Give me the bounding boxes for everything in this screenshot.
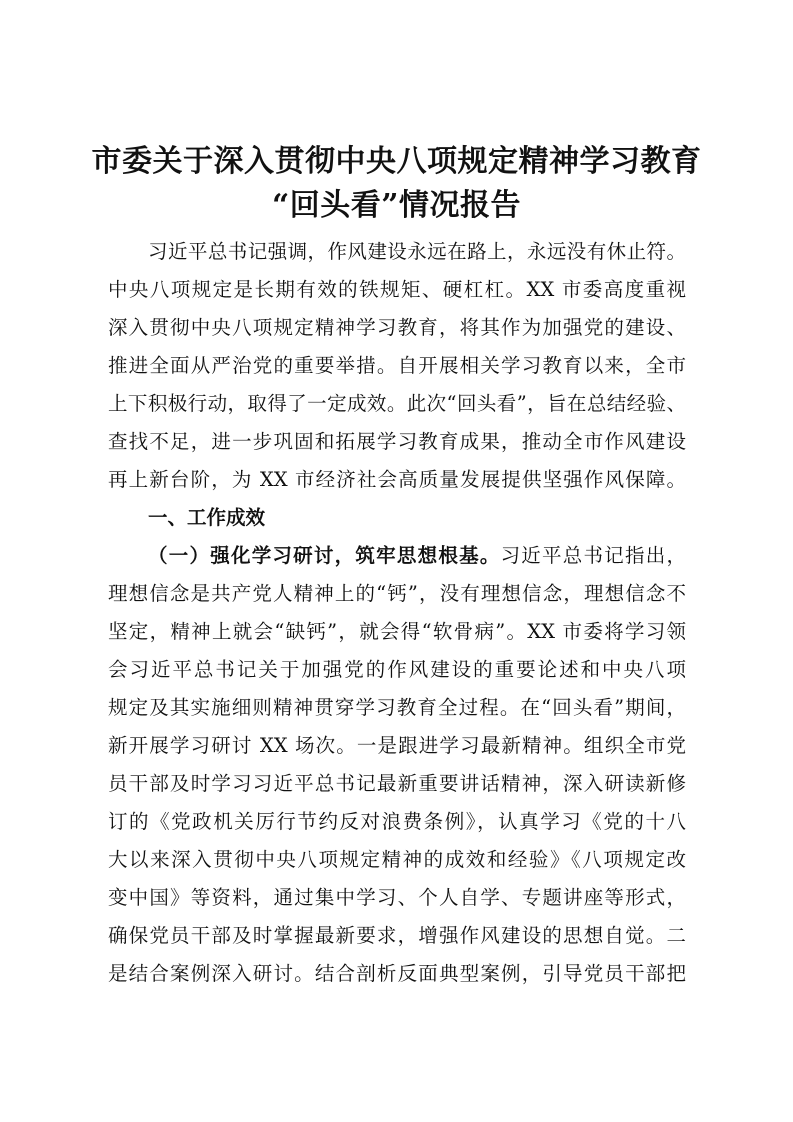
body-line: 变中国》等资料，通过集中学习、个人自学、专题讲座等形式，	[108, 886, 686, 909]
body-line: 员干部及时学习习近平总书记最新重要讲话精神，深入研读新修	[108, 772, 686, 795]
intro-line: 上下积极行动，取得了一定成效。此次“回头看”，旨在总结经验、	[108, 392, 686, 415]
subsection-first-line	[148, 537, 686, 575]
body-line: 规定及其实施细则精神贯穿学习教育全过程。在“回头看”期间，	[108, 696, 686, 719]
intro-line: 深入贯彻中央八项规定精神学习教育，将其作为加强党的建设、	[108, 316, 686, 339]
body-line: 会习近平总书记关于加强党的作风建设的重要论述和中央八项	[108, 658, 686, 681]
intro-line: 中央八项规定是长期有效的铁规矩、硬杠杠。XX 市委高度重视	[108, 278, 686, 301]
intro-line: 习近平总书记强调，作风建设永远在路上，永远没有休止符。	[148, 240, 686, 263]
body-line: 理想信念是共产党人精神上的“钙”，没有理想信念，理想信念不	[108, 582, 686, 605]
document-title-line-1: 市委关于深入贯彻中央八项规定精神学习教育	[91, 144, 702, 179]
section-heading: 一、工作成效	[148, 506, 266, 529]
intro-line: 推进全面从严治党的重要举措。自开展相关学习教育以来，全市	[108, 354, 686, 377]
body-line: 确保党员干部及时掌握最新要求，增强作风建设的思想自觉。二	[108, 924, 686, 947]
body-line: 是结合案例深入研讨。结合剖析反面典型案例，引导党员干部把	[108, 962, 686, 985]
body-line: 坚定，精神上就会“缺钙”，就会得“软骨病”。XX 市委将学习领	[108, 620, 686, 643]
subsection-heading: （一）强化学习研讨，筑牢思想根基。	[148, 544, 501, 567]
subsection-first-line-text: 习近平总书记指出，	[500, 544, 686, 567]
body-line: 订的《党政机关厉行节约反对浪费条例》，认真学习《党的十八	[108, 810, 686, 833]
document-title-line-2: “回头看”情况报告	[271, 188, 521, 223]
intro-line: 再上新台阶，为 XX 市经济社会高质量发展提供坚强作风保障。	[108, 468, 686, 491]
body-line: 大以来深入贯彻中央八项规定精神的成效和经验》《八项规定改	[108, 848, 686, 871]
body-line: 新开展学习研讨 XX 场次。一是跟进学习最新精神。组织全市党	[108, 734, 686, 757]
intro-line: 查找不足，进一步巩固和拓展学习教育成果，推动全市作风建设	[108, 430, 686, 453]
